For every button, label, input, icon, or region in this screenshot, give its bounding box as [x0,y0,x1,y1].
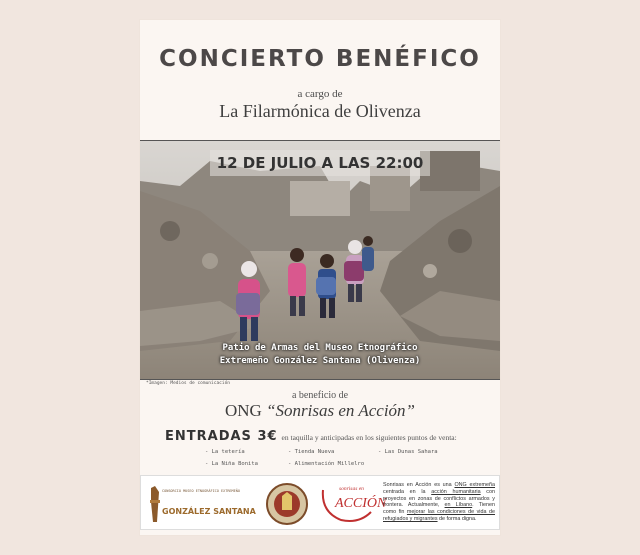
ong-desc-part: con proyectos en zonas de conflictos armados y frontera. Actualmente, [383,488,495,509]
ong-description [383,482,495,523]
sale-point: - Las Dunas Sahara [378,449,438,455]
ong-desc-link: acción humanitaria [431,488,481,495]
ong-desc-part: . Tienen como fin [383,502,495,516]
ong-desc-link: mejorar las condiciones de vida de refugiados y migrantes [383,509,495,522]
subtitle-small: a cargo de [297,88,343,100]
location-text [140,342,500,368]
sale-point: - La Niña Bonita [205,461,258,467]
sale-point: - Tienda Nueva [288,449,335,455]
benefit-label: a beneficio de [291,390,349,401]
ong-name: “Sonrisas en Acción” [266,401,415,420]
ong-heading [140,401,500,421]
ong-desc-link: ONG extremeña [454,482,496,488]
tickets-line [165,429,457,444]
sale-point: - La tetería [205,449,245,455]
museo-logo-icon [147,482,163,526]
image-credit: *Imagen: Medios de comunicación [146,381,230,386]
location-line-2: Extremeño González Santana (Olivenza) [219,356,421,366]
sonrisas-big: ACCIÓN [335,496,387,511]
museo-name: GONZÁLEZ SANTANA [162,507,256,516]
ong-desc-part: Sonrisas en Acción es una [383,482,455,488]
ong-desc-part: de forma digna. [437,515,477,522]
sonrisas-small: sonrisas en [339,486,364,492]
sale-point: - Alimentación Millelro [288,461,365,467]
date-banner: 12 DE JULIO A LAS 22:00 [210,150,430,176]
ong-desc-link: en Líbano [444,502,473,509]
poster-title: CONCIERTO BENÉFICO [159,46,481,72]
poster [140,20,500,535]
subtitle-orchestra: La Filarmónica de Olivenza [219,101,421,121]
ong-prefix: ONG [224,401,267,420]
location-line-1: Patio de Armas del Museo Etnográfico [222,343,418,353]
ong-desc-part: centrada en la [383,488,432,495]
tickets-text: en taquilla y anticipadas en los siguientes puntos de venta: [281,433,457,442]
sponsor-footer [140,475,500,530]
tickets-price: ENTRADAS 3€ [165,429,278,444]
museo-caption: CONSORCIO MUSEO ETNOGRÁFICO EXTREMEÑO [162,489,240,493]
coat-of-arms-icon [265,482,309,526]
